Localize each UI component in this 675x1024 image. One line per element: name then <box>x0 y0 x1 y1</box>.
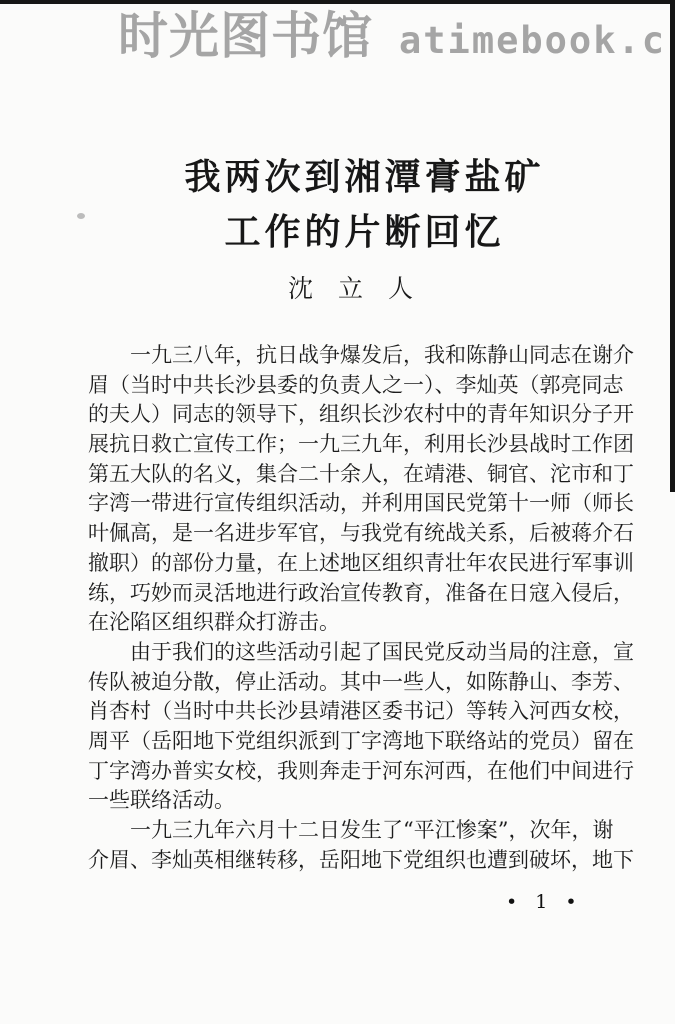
author-name: 沈 立 人 <box>287 274 413 303</box>
body-line: 展抗日救亡宣传工作；一九三九年，利用长沙县战时工作团 <box>88 432 634 457</box>
article-title-line-1: 我两次到湘潭膏盐矿 <box>184 156 545 198</box>
body-line: 周平（岳阳地下党组织派到丁字湾地下联络站的党员）留在 <box>88 728 634 753</box>
body-line: 字湾一带进行宣传组织活动，并利用国民党第十一师（师长 <box>88 491 634 516</box>
body-line: 的夫人）同志的领导下，组织长沙农村中的青年知识分子开 <box>88 402 634 427</box>
body-line: 一九三九年六月十二日发生了“平江惨案”，次年，谢 <box>88 818 614 842</box>
body-line: 在沦陷区组织群众打游击。 <box>88 610 340 635</box>
body-line: 丁字湾办普实女校，我则奔走于河东河西，在他们中间进行 <box>88 758 634 783</box>
body-line: 肖杏村（当时中共长沙县靖港区委书记）等转入河西女校， <box>88 699 634 724</box>
page-number: • 1 • <box>506 891 583 913</box>
body-line: 由于我们的这些活动引起了国民党反动当局的注意，宣 <box>88 639 634 664</box>
watermark <box>118 0 666 84</box>
watermark-library-name: 时光图书馆 <box>118 7 373 65</box>
body-line: 介眉、李灿英相继转移，岳阳地下党组织也遭到破坏，地下 <box>88 847 634 872</box>
body-line: 第五大队的名义，集合二十余人，在靖港、铜官、沱市和丁 <box>88 461 634 486</box>
article-title-line-2: 工作的片断回忆 <box>224 211 505 253</box>
body-line: 传队被迫分散，停止活动。其中一些人，如陈静山、李芳、 <box>88 669 634 694</box>
body-line: 一九三八年，抗日战争爆发后，我和陈静山同志在谢介 <box>88 343 634 367</box>
body-line: 眉（当时中共长沙县委的负责人之一）、李灿英（郭亮同志 <box>88 372 624 397</box>
watermark-domain: atimebook.c <box>399 19 667 62</box>
article-title <box>54 150 675 260</box>
body-line: 一些联络活动。 <box>88 788 235 813</box>
body-line: 叶佩高，是一名进步军官，与我党有统战关系，后被蒋介石 <box>88 521 634 546</box>
body-line: 撤职）的部份力量，在上述地区组织青壮年农民进行军事训 <box>88 550 634 575</box>
article-body <box>88 341 636 875</box>
body-line: 练，巧妙而灵活地进行政治宣传教育，准备在日寇入侵后， <box>88 580 634 605</box>
